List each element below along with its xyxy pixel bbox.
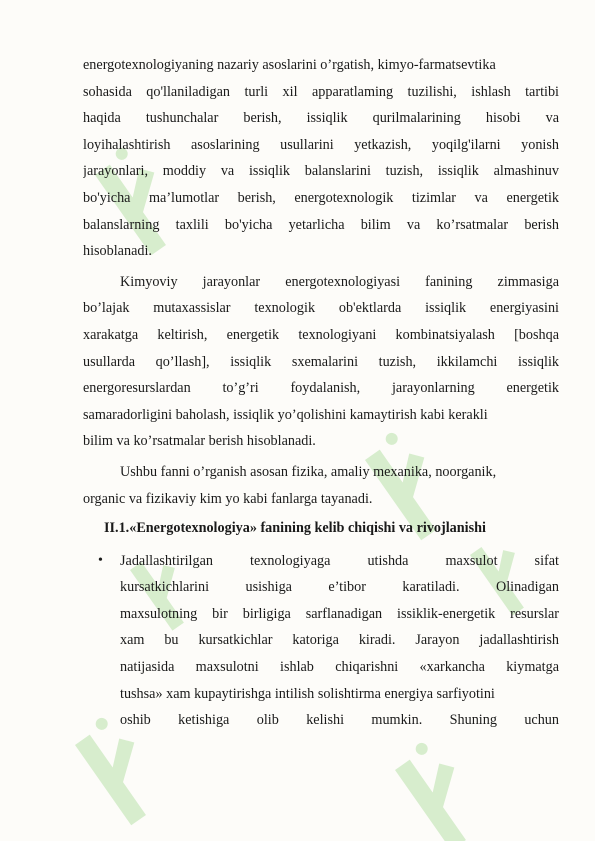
- text-line: tushsa» xam kupaytirishga intilish solishtirma energiya sarfiyotini: [120, 685, 495, 702]
- text-line: kursatkichlarini usishiga e’tibor karatiladi. Olinadigan: [120, 579, 559, 596]
- bullet-marker: •: [98, 552, 103, 568]
- text-line: Ushbu fanni o’rganish asosan fizika, amaliy mexanika, noorganik,: [120, 463, 497, 480]
- text-line: xarakatga keltirish, energetik texnologiyani kombinatsiyalash [boshqa: [83, 326, 559, 343]
- text-line: hisoblanadi.: [83, 243, 152, 260]
- text-line: usullarda qo’llash], issiqlik sxemalarini tuzish, ikkilamchi issiqlik: [83, 353, 559, 370]
- text-line: jarayonlari, moddiy va issiqlik balanslarini tuzish, issiqlik almashinuv: [83, 163, 559, 180]
- text-line: balanslarning taxlili bo'yicha yetarlicha bilim va ko’rsatmalar berish: [83, 216, 559, 233]
- watermark-shape-4: [390, 735, 492, 841]
- text-line: bilim va ko’rsatmalar berish hisoblanadi.: [83, 433, 316, 450]
- text-line: bo'yicha ma’lumotlar berish, energotexnologik tizimlar va energetik: [83, 189, 559, 206]
- document-page: [83, 52, 559, 734]
- text-line: energoresurslardan to’g’ri foydalanish, jarayonlarning energetik: [83, 380, 559, 397]
- text-line: Jadallashtirilgan texnologiyaga utishda maxsulot sifat: [120, 552, 559, 569]
- text-line: Kimyoviy jarayonlar energotexnologiyasi fanining zimmasiga: [120, 273, 559, 290]
- text-line: maxsulotning bir birligiga sarflanadigan issiklik-energetik resurslar: [120, 605, 559, 622]
- bullet-item: [83, 548, 559, 734]
- paragraph-tasks: [83, 269, 559, 455]
- paragraph-basis: [83, 459, 559, 512]
- text-line: samaradorligini baholash, issiqlik yo’qolishini kamaytirish kabi kerakli: [83, 406, 488, 423]
- paragraph-intro: [83, 52, 559, 265]
- text-line: organic va fizikaviy kim yo kabi fanlarga tayanadi.: [83, 490, 373, 507]
- text-line: sohasida qo'llaniladigan turli xil apparatlaming tuzilishi, ishlash tartibi: [83, 83, 559, 100]
- text-line: natijasida maxsulotni ishlab chiqarishni «xarkancha kiymatga: [120, 659, 559, 676]
- text-line: bo’lajak mutaxassislar texnologik ob'ektlarda issiqlik energiyasini: [83, 300, 559, 317]
- text-line: energotexnologiyaning nazariy asoslarini o’rgatish, kimyo-farmatsevtika: [83, 57, 496, 73]
- text-line: oshib ketishiga olib kelishi mumkin. Shuning uchun: [120, 712, 559, 729]
- text-line: loyihalashtirish asoslarining usullarini yetkazish, yoqilg'ilarni yonish: [83, 136, 559, 153]
- section-heading: II.1.«Energotexnologiya» fanining kelib chiqishi va rivojlanishi: [104, 520, 486, 537]
- text-line: haqida tushunchalar berish, issiqlik qurilmalarining hisobi va: [83, 110, 559, 127]
- text-line: xam bu kursatkichlar katoriga kiradi. Jarayon jadallashtirish: [120, 632, 559, 649]
